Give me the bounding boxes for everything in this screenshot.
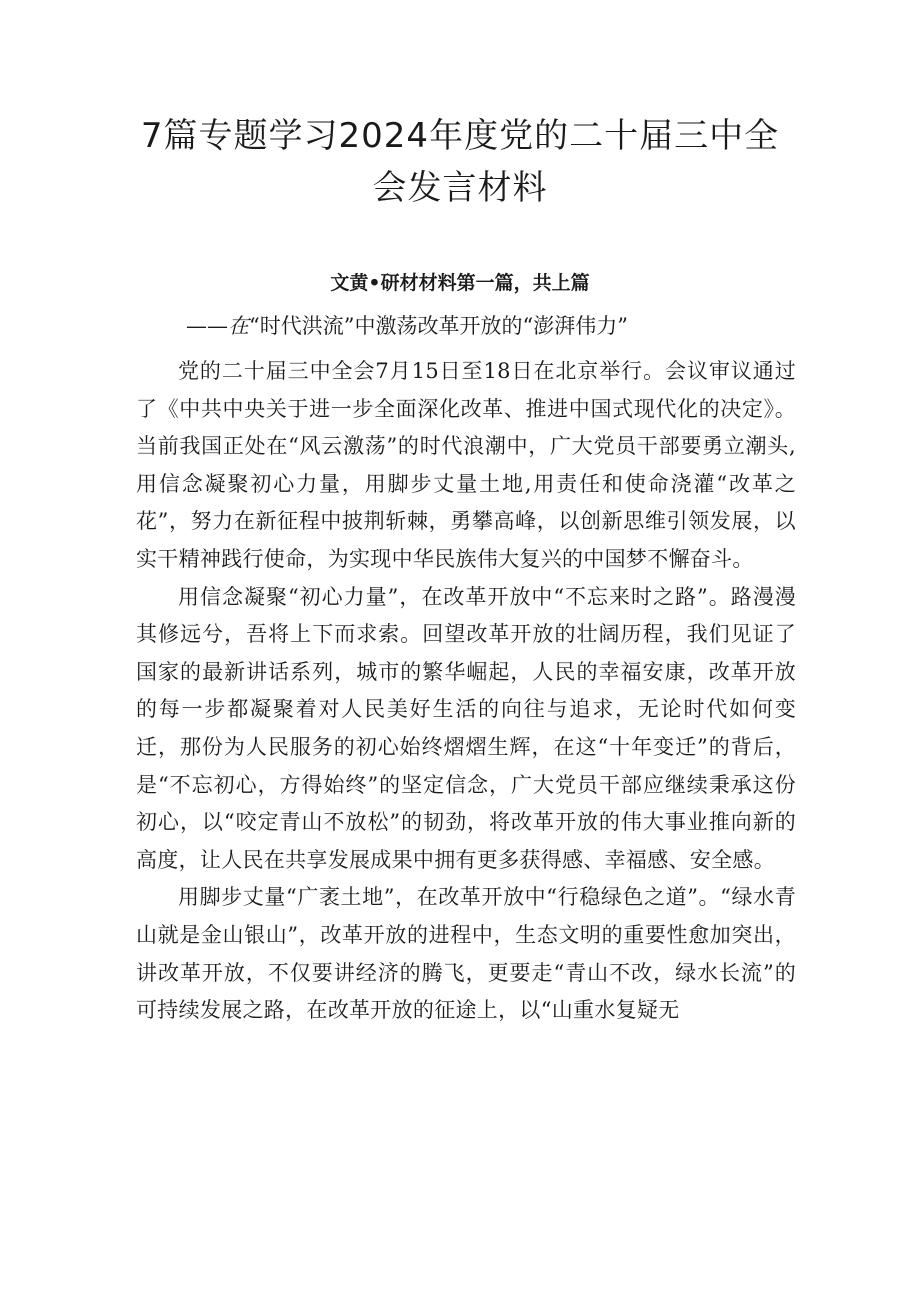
subheading-text: “时代洪流”中激荡改革开放的“澎湃伟力” [249,314,628,338]
title-line-1: 7篇专题学习2024年度党的二十届三中全 [140,116,780,156]
paragraph: 党的二十届三中全会7月15日至18日在北京举行。会议审议通过了《中共中央关于进一步全面深化改革、推进中国式现代化的决定》。当前我国正处在“风云激荡”的时代浪潮中，广大党员干部要勇立潮头,用信念凝聚初心力量，用脚步丈量土地,用责任和使命浇灌“改革之花”，努力在新征程中披荆斩棘，勇攀高峰，以创新思维引领发展，以实干精神践行使命，为实现中华民族伟大复兴的中国梦不懈奋斗。 [136,359,796,571]
document-subtitle: 文黄•研材材料第一篇，共上篇 [330,272,590,294]
paragraph: 用信念凝聚“初心力量”，在改革开放中“不忘来时之路”。路漫漫其修远兮，吾将上下而求索。回望改革开放的壮阔历程，我们见证了国家的最新讲话系列，城市的繁华崛起，人民的幸福安康，改革开放的每一步都凝聚着对人民美好生活的向往与追求，无论时代如何变迁，那份为人民服务的初心始终熠熠生辉，在这“十年变迁”的背后，是“不忘初心，方得始终”的坚定信念，广大党员干部应继续秉承这份初心，以“咬定青山不放松”的韧劲，将改革开放的伟大事业推向新的高度，让人民在共享发展成果中拥有更多获得感、幸福感、安全感。 [136,584,796,872]
subheading-dash: —— [186,314,228,338]
body-text [136,353,796,1030]
document-title [100,110,820,214]
title-line-2: 会发言材料 [372,168,548,208]
section-subheading [186,310,628,342]
paragraph: 用脚步丈量“广袤土地”，在改革开放中“行稳绿色之道”。“绿水青山就是金山银山”，改革开放的进程中，生态文明的重要性愈加突出，讲改革开放，不仅要讲经济的腾飞，更要走“青山不改，绿水长流”的可持续发展之路，在改革开放的征途上，以“山重水复疑无 [136,885,796,1023]
subheading-em: 在 [228,314,249,338]
